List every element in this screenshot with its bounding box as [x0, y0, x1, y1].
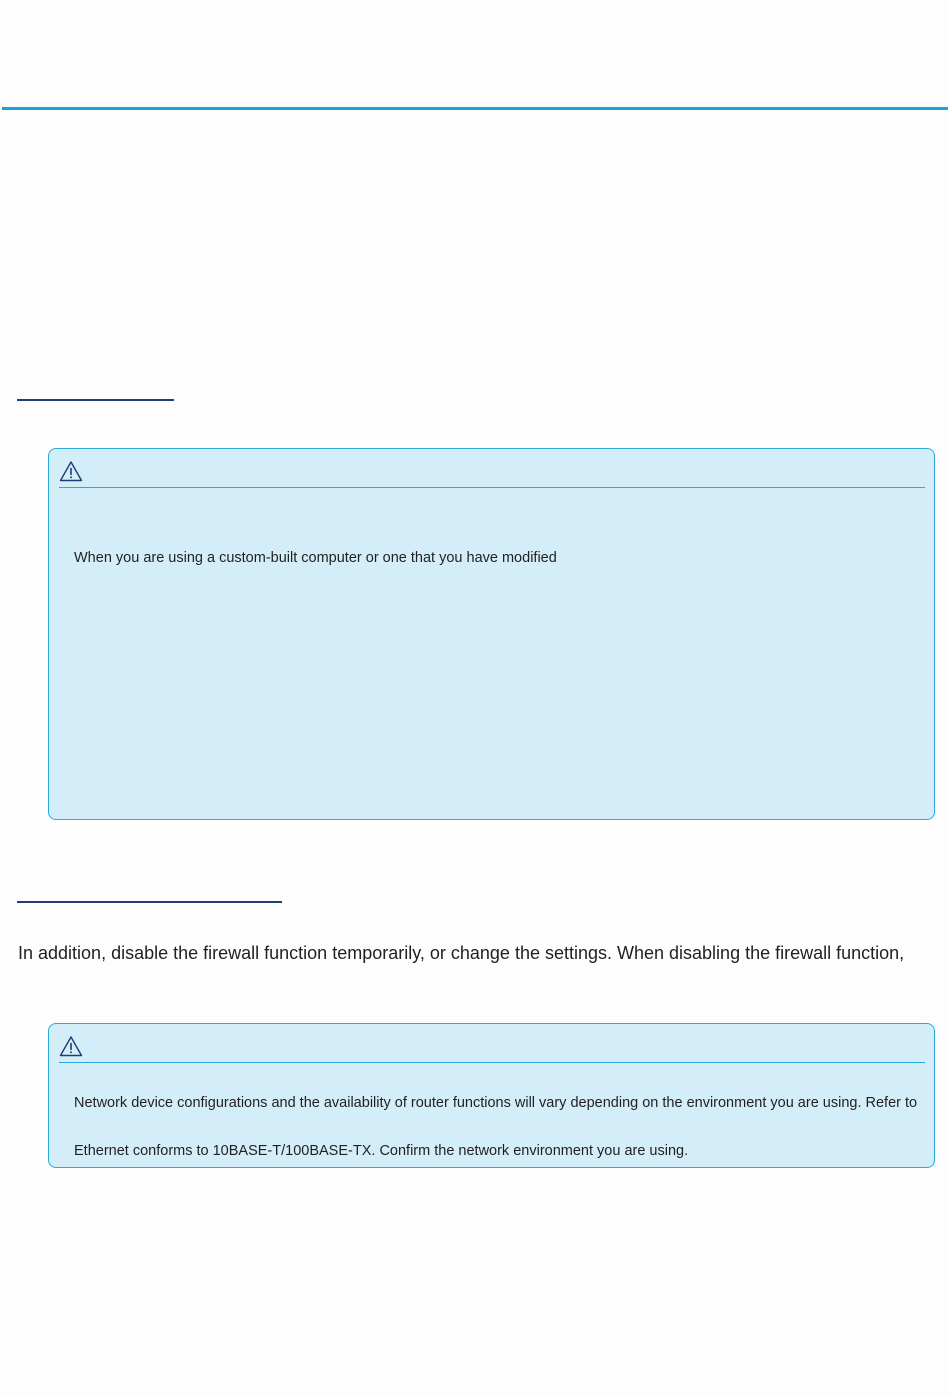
- caution-box: [48, 448, 935, 820]
- section-heading-underline: [17, 901, 282, 903]
- warning-triangle-icon: [59, 1035, 83, 1057]
- caution-text-line: Ethernet conforms to 10BASE-T/100BASE-TX. Confirm the network environment you are using.: [74, 1143, 689, 1159]
- caution-box: [48, 1023, 935, 1168]
- caution-text-line: Network device configurations and the availability of router functions will vary depending on the environment you are using. Refer to: [74, 1095, 918, 1111]
- header-rule: [2, 107, 948, 110]
- caution-text: When you are using a custom-built computer or one that you have modified: [74, 550, 557, 566]
- section-heading-underline: [17, 399, 174, 401]
- caution-header: [59, 459, 925, 488]
- caution-header: [59, 1034, 925, 1063]
- warning-triangle-icon: [59, 460, 83, 482]
- firewall-paragraph: In addition, disable the firewall function temporarily, or change the settings. When disabling the firewall function,: [18, 943, 905, 963]
